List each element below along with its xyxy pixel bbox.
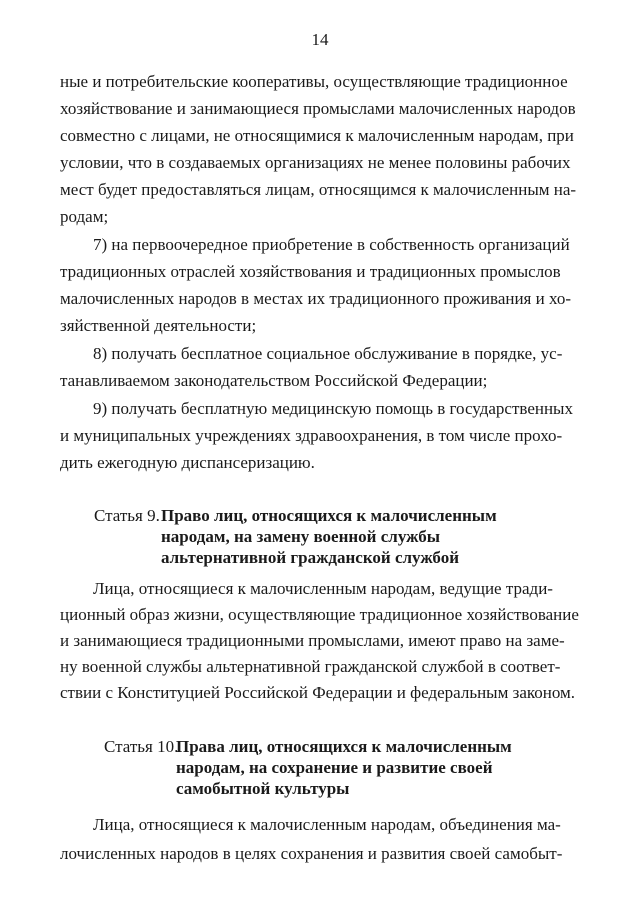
article-10-title-line: Права лиц, относящихся к малочисленным xyxy=(176,737,512,756)
text-line: родам; xyxy=(60,207,109,226)
text-line: традиционных отраслей хозяйствования и традиционных промыслов xyxy=(60,262,561,281)
text-line: Лица, относящиеся к малочисленным народам, ведущие тради- xyxy=(93,579,553,598)
text-line: и муниципальных учреждениях здравоохранения, в том числе прохо- xyxy=(60,426,563,445)
article-9-title-line: альтернативной гражданской службой xyxy=(161,548,459,567)
text-line: танавливаемом законодательством Российской Федерации; xyxy=(60,371,488,390)
text-line: лочисленных народов в целях сохранения и развития своей самобыт- xyxy=(60,844,563,863)
text-line: дить ежегодную диспансеризацию. xyxy=(60,453,315,472)
text-line: 9) получать бесплатную медицинскую помощь в государственных xyxy=(93,399,573,418)
page-number: 14 xyxy=(311,30,329,49)
text-line: 8) получать бесплатное социальное обслуживание в порядке, ус- xyxy=(93,344,563,363)
text-line: ствии с Конституцией Российской Федерации и федеральным законом. xyxy=(60,683,576,702)
article-10-title-line: народам, на сохранение и развитие своей xyxy=(176,758,493,777)
text-line: ну военной службы альтернативной гражданской службой в соответ- xyxy=(60,657,561,676)
text-line: хозяйствование и занимающиеся промыслами малочисленных народов xyxy=(60,99,576,118)
article-9-title-line: Право лиц, относящихся к малочисленным xyxy=(161,506,497,525)
article-9-title-line: народам, на замену военной службы xyxy=(161,527,440,546)
article-9-label: Статья 9. xyxy=(94,506,160,525)
article-10-label: Статья 10. xyxy=(104,737,179,756)
text-line: зяйственной деятельности; xyxy=(60,316,257,335)
text-line: и занимающиеся традиционными промыслами, имеют право на заме- xyxy=(60,631,565,650)
article-10-title-line: самобытной культуры xyxy=(176,779,350,798)
text-line: Лица, относящиеся к малочисленным народам, объединения ма- xyxy=(93,815,561,834)
text-line: ные и потребительские кооперативы, осуществляющие традиционное xyxy=(60,72,568,91)
text-line: условии, что в создаваемых организациях не менее половины рабочих xyxy=(60,153,571,172)
text-line: мест будет предоставляться лицам, относящимся к малочисленным на- xyxy=(60,180,577,199)
text-line: ционный образ жизни, осуществляющие традиционное хозяйствование xyxy=(60,605,579,624)
text-line: малочисленных народов в местах их традиционного проживания и хо- xyxy=(60,289,571,308)
text-line: совместно с лицами, не относящимися к малочисленным народам, при xyxy=(60,126,574,145)
text-line: 7) на первоочередное приобретение в собственность организаций xyxy=(93,235,570,254)
